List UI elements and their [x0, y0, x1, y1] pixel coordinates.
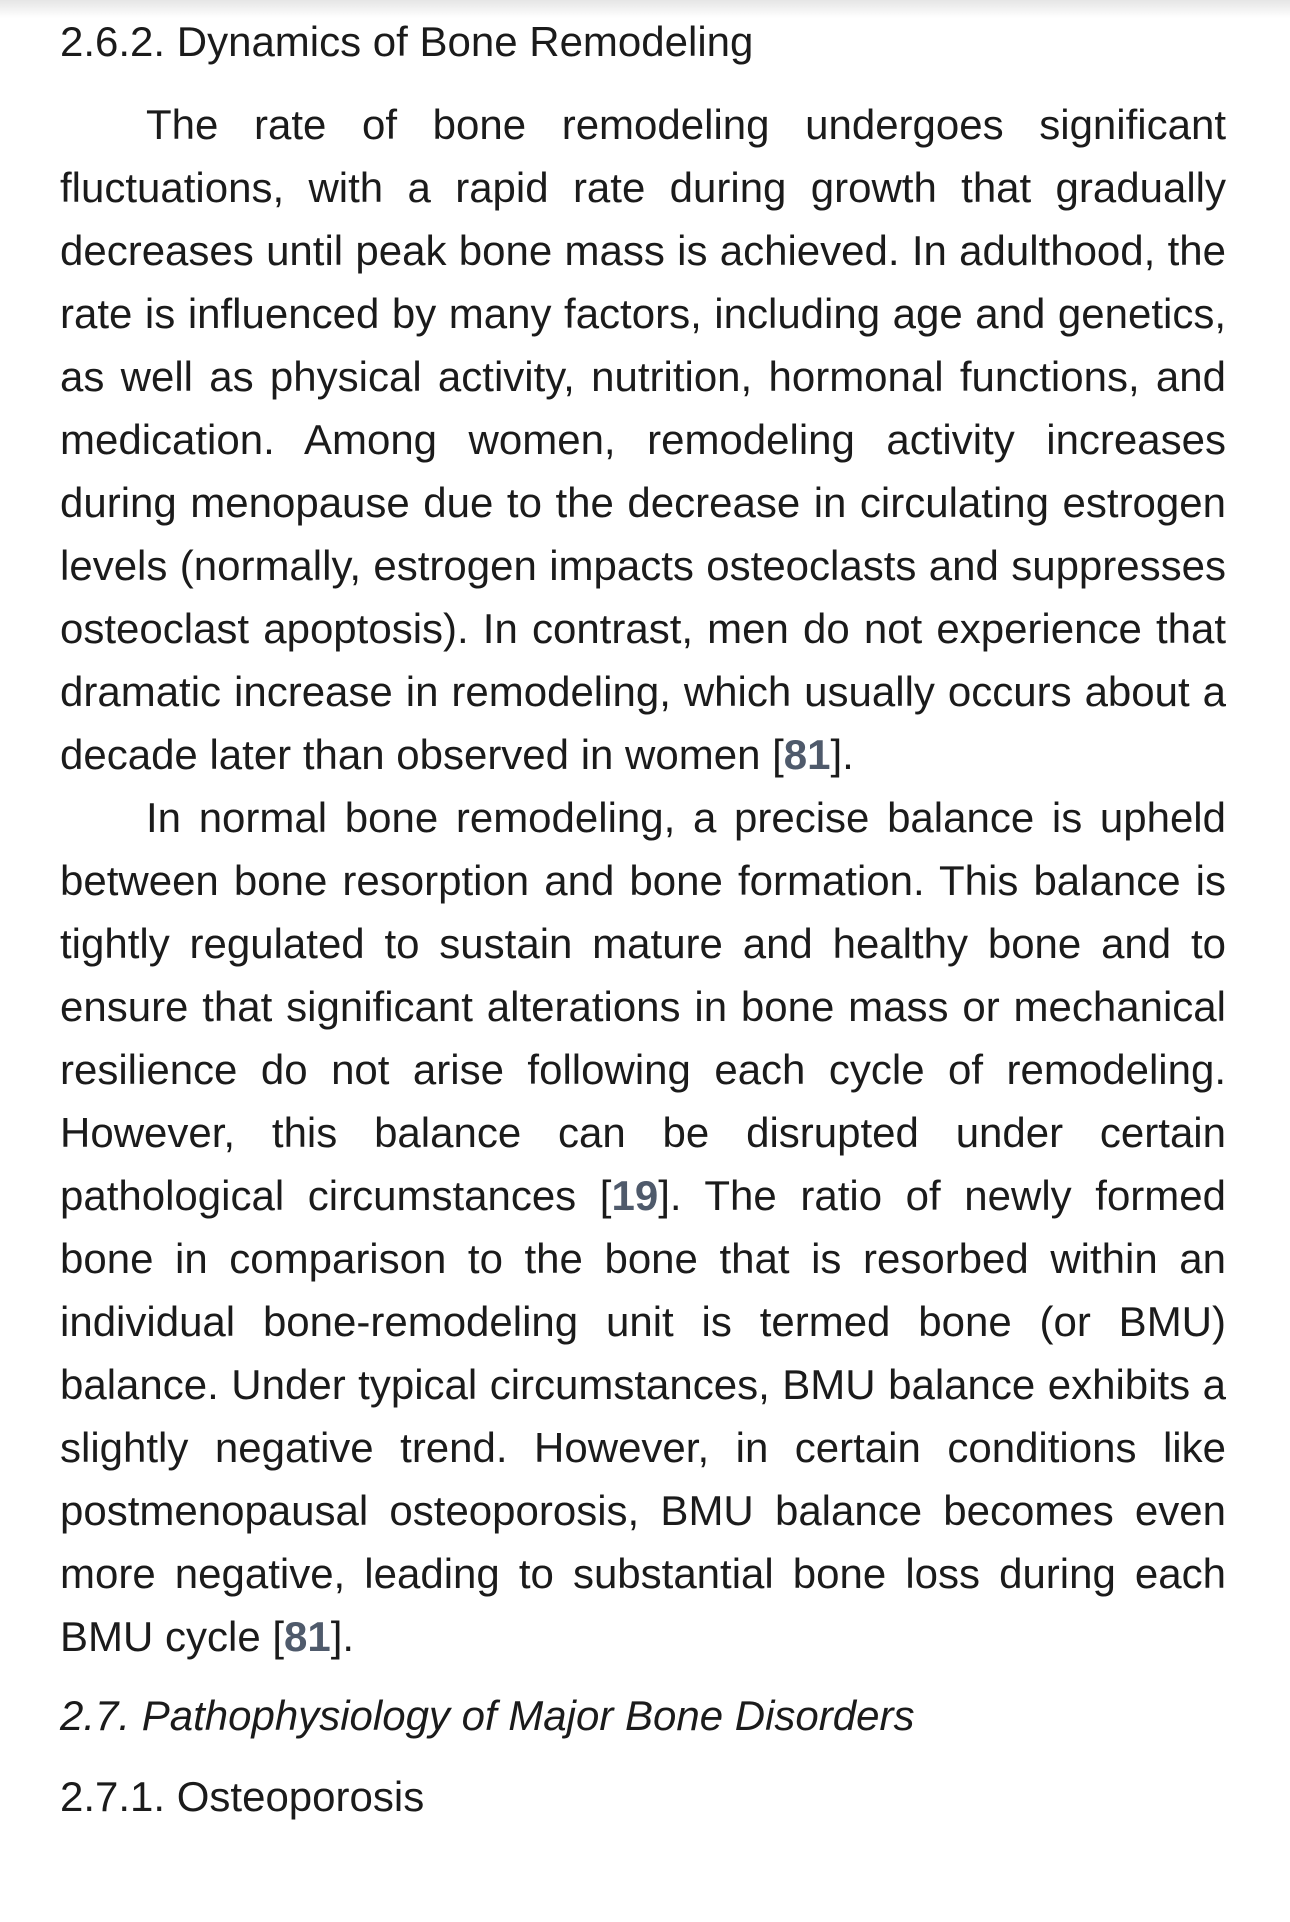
article-body [60, 10, 1226, 1828]
paragraph-tail: ]. [330, 1613, 355, 1660]
paragraph-tail: ]. [830, 731, 854, 778]
paragraph-remodeling-rate [60, 93, 1226, 786]
paragraph-text: In normal bone remodeling, a precise balance is upheld between bone resorption and bone formation. This balance is tightly regulated to sustain mature and healthy bone and to ensure that significant alterations in bone mass or mechanical resilience do not arise following each cycle of remodeling. However, this balance can be disrupted under certain pathological circumstances [ [60, 794, 1226, 1219]
section-heading-2-6-2: 2.6.2. Dynamics of Bone Remodeling [60, 18, 754, 65]
citation-link-81[interactable]: 81 [284, 1613, 331, 1660]
paragraph-text: The rate of bone remodeling undergoes significant fluctuations, with a rapid rate during growth that gradually decreases until peak bone mass is achieved. In adulthood, the rate is influenced by many factors, including age and genetics, as well as physical activity, nutrition, hormonal functions, and medication. Among women, remodeling activity increases during menopause due to the decrease in circulating estrogen levels (normally, estrogen impacts osteoclasts and suppresses osteoclast apoptosis). In contrast, men do not experience that dramatic increase in remodeling, which usually occurs about a decade later than observed in women [ [60, 101, 1226, 778]
citation-link-81[interactable]: 81 [783, 731, 831, 778]
section-heading-2-7-1: 2.7.1. Osteoporosis [60, 1773, 425, 1820]
paragraph-remodeling-balance [60, 786, 1226, 1668]
section-heading-2-7: 2.7. Pathophysiology of Major Bone Disorders [60, 1692, 915, 1739]
paragraph-text: ]. The ratio of newly formed bone in comparison to the bone that is resorbed within an individual bone-remodeling unit is termed bone (or BMU) balance. Under typical circumstances, BMU balance exhibits a slightly negative trend. However, in certain conditions like postmenopausal osteoporosis, BMU balance becomes even more negative, leading to substantial bone loss during each BMU cycle [ [60, 1172, 1226, 1660]
citation-link-19[interactable]: 19 [611, 1172, 659, 1219]
